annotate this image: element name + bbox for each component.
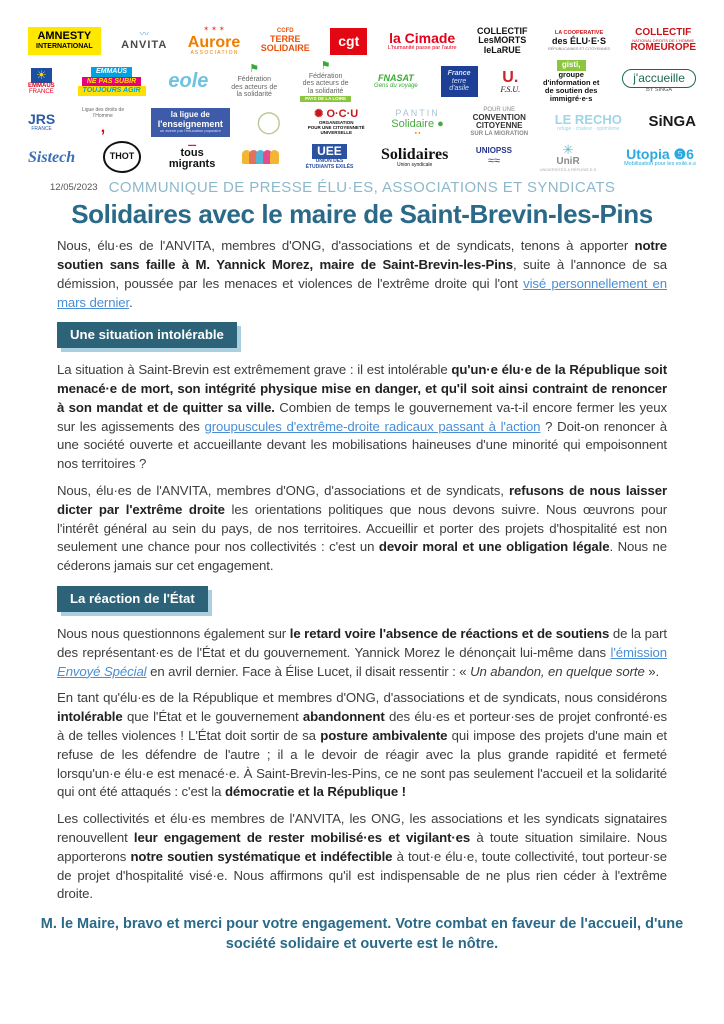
paragraph xyxy=(57,482,667,576)
emmaus-ne-pas-subir-logo: EMMAÜS NE PAS SUBIR TOUJOURS AGIR xyxy=(78,67,146,96)
uniopss-logo: UNIOPSS ≈≈ xyxy=(475,146,512,167)
collectif-romeurope-logo: COLLECTIF NATIONAL DROITS DE L'HOMME ROMEUROPE xyxy=(630,27,696,54)
utopia-56-logo: Utopia ❺6 Mobilisation pour les exilé.e.s xyxy=(624,145,696,167)
sistech-logo: Sistech xyxy=(28,148,76,166)
text-run: La situation à Saint-Brevin est extrêmement grave : il est intolérable xyxy=(57,362,452,378)
inline-link[interactable]: visé personnellement en mars dernier xyxy=(57,275,667,310)
text-run: ». xyxy=(644,663,660,679)
thot-logo: THOT xyxy=(103,141,142,173)
inline-link[interactable]: groupuscules d'extrême-droite radicaux passant à l'action xyxy=(204,418,541,434)
amnesty-international-logo: AMNESTY INTERNATIONAL xyxy=(28,27,101,54)
section-heading-row xyxy=(57,586,667,612)
anvita-logo: 〰 ANVITA xyxy=(121,29,168,52)
text-run: qu'un·e élu·e de la République soit menacé·e de mort, son intégrité physique mise en danger, et qu'il soit ainsi contraint de renoncer à son mandat et de quitter sa ville. xyxy=(57,362,667,415)
text-run: Nous, élu·es de l'ANVITA, membres d'ONG, d'associations et de syndicats, xyxy=(57,483,510,499)
text-run: Combien de temps le gouvernement va-t-il encore fermer les yeux sur les agissements des xyxy=(57,399,667,434)
section-heading-row xyxy=(57,322,667,348)
paragraph xyxy=(57,237,667,312)
document-body xyxy=(57,237,667,904)
logo-row xyxy=(28,26,696,56)
text-run: En tant qu'élu·es de la République et membres d'ONG, d'associations et de syndicats, nous considérons xyxy=(57,690,667,706)
la-ligue-de-l-enseignement-logo: la ligue de l'enseignement un avenir par l'éducation populaire xyxy=(151,108,230,137)
page-title: Solidaires avec le maire de Saint-Brevin-les-Pins xyxy=(71,199,653,230)
closing-statement: M. le Maire, bravo et merci pour votre engagement. Votre combat en faveur de l'accueil, d'une société solidaire et ouverte est le nôtre. xyxy=(40,916,684,953)
text-run: les orientations politiques que nous devons suivre. Nous œuvrons pour l'intérêt général au sein du pays, de nos territoires. Accueillir et porter des projets d'hospitalité est non seulement une chance pour nos collectivités : c'est un xyxy=(57,501,667,555)
text-run: posture ambivalente xyxy=(320,728,448,744)
date-label: 12/05/2023 xyxy=(50,182,98,194)
eole-logo: eole xyxy=(168,69,209,92)
text-run: notre soutien sans faille à M. Yannick Morez, maire de Saint-Brevin-les-Pins xyxy=(57,238,667,272)
fsu-logo: U. F.S.U. xyxy=(500,68,521,95)
la-cooperative-des-elues-logo: LA COOPERATIVE des ÉLU·E·S RÉPUBLICAINES ET CITOYENNES xyxy=(548,30,610,51)
aurore-association-logo: ✶ ✶ ✶ Aurore A S S O C I A T I O N xyxy=(187,26,241,56)
text-run: de la part des représentant·es de l'État et du gouvernement. Yannick Morez le dénonçait lui-même dans xyxy=(57,626,667,660)
profile-heads-logo xyxy=(243,150,278,164)
ocu-logo: ✺ O·C·U ORGANISATION POUR UNE CITOYENNETÉ UNIVERSELLE xyxy=(307,108,365,135)
pantin-solidaire-logo: PANTIN Solidaire ● ● ● xyxy=(391,108,444,135)
logo-row xyxy=(28,141,696,173)
ccfd-terre-solidaire-logo: CCFD TERRE SOLIDAIRE xyxy=(260,28,310,54)
text-run: qui impose des projets d'une main et refuse de les défendre de l'autre ; il a le devoir de réagir avec la plus grande rapidité et fermeté lorsqu'un·e élu·e est menacé·e. À Saint-Brevin-les-Pins, ce ne sont pas seulement l'accueil et la solidarité qui ont été attaqués : c'est la xyxy=(57,728,667,800)
gisti-logo: gisti, groupe d'information et de soutien des immigré·e·s xyxy=(542,60,600,104)
federation-acteurs-solidarite-pays-de-la-loire-logo: ⚑ Fédération des acteurs de la solidarité PAYS DE LA LOIRE xyxy=(300,61,351,102)
text-run: notre soutien systématique et indéfectible xyxy=(130,848,393,864)
emmaus-france-logo: ☀ EMMAÜS FRANCE xyxy=(28,67,55,96)
tous-migrants-logo: ▬▬ tous migrants xyxy=(168,142,216,171)
text-run: ? Doit-on renoncer à une société ouverte et accueillante devant les mobilisations haineuses d'une minorité qui empoisonnent nos territoires ? xyxy=(57,418,667,472)
le-recho-logo: LE RECHO refuge · chaleur · optimisme xyxy=(554,111,622,132)
singa-logo: SiNGA xyxy=(648,113,696,131)
text-run: Nous nous questionnons également sur xyxy=(57,626,290,642)
logo-row xyxy=(28,60,696,103)
uee-union-des-etudiants-exiles-logo: UEE UNION DES ÉTUDIANTS EXILÉS xyxy=(305,144,354,170)
unir-universites-refugies-logo: ✳ UniR UNIVERSITÉS & RÉFUGIÉ.E.S xyxy=(539,141,597,172)
text-run: . Nous ne céderons jamais sur cet engagement. xyxy=(57,539,667,574)
convention-citoyenne-migration-logo: POUR UNE CONVENTION CITOYENNE SUR LA MIGRATION xyxy=(470,107,529,137)
text-run: devoir moral et une obligation légale xyxy=(378,539,610,555)
solidaires-logo: Solidaires Union syndicale xyxy=(381,145,449,169)
text-run: démocratie et la République ! xyxy=(224,784,406,800)
text-run: Les collectivités et élu·es membres de l'ANVITA, les ONG, les associations et les syndicats signataires renouvellent xyxy=(57,811,667,846)
inline-link[interactable]: l'émission xyxy=(610,644,667,660)
jrs-france-logo: JRS FRANCE xyxy=(28,111,56,133)
ligue-des-droits-de-l-homme-logo: Ligue des droits de l'Homme , xyxy=(81,107,125,137)
text-run: intolérable xyxy=(57,709,123,725)
text-run: refusons de nous laisser dicter par l'extrême droite xyxy=(57,483,667,517)
federation-acteurs-solidarite-logo: ⚑ Fédération des acteurs de la solidarité xyxy=(231,63,278,99)
fnasat-gens-du-voyage-logo: FNASAT Gens du voyage xyxy=(374,72,418,90)
logo-banner xyxy=(0,0,724,177)
la-cimade-logo: la Cimade L'humanité passe par l'autre xyxy=(387,29,457,51)
text-run: des élu·es et porteur·ses de projet confronté·es à de telles violences ! L'État doit sortir de sa xyxy=(57,709,667,744)
paragraph xyxy=(57,625,667,681)
paragraph xyxy=(57,361,667,474)
paragraph xyxy=(57,810,667,904)
circular-emblem-logo: ◯ xyxy=(256,109,282,135)
inline-link[interactable]: Envoyé Spécial xyxy=(57,663,147,679)
head-shape xyxy=(270,150,279,164)
text-run: à toute situation similaire. Nous apporterons xyxy=(57,830,667,864)
document-header xyxy=(0,179,724,230)
text-run: en avril dernier. Face à Élise Lucet, il disait ressentir : « xyxy=(146,663,471,679)
text-run: , suite à l'annonce de sa démission, poussée par les menaces et violences de l'extrême droite qui l'ont xyxy=(57,256,667,291)
section-heading: La réaction de l'État xyxy=(57,586,208,612)
collectif-les-morts-de-la-rue-logo: COLLECTIF LesMORTS leLaRUE xyxy=(477,25,528,55)
text-run: que l'État et le gouvernement xyxy=(122,709,303,725)
text-run: Nous, élu·es de l'ANVITA, membres d'ONG, d'associations et de syndicats, tenons à apporter xyxy=(57,238,635,254)
france-terre-asile-logo: France terre d'asile xyxy=(441,66,478,97)
kicker: COMMUNIQUE DE PRESSE ÉLU·ES, ASSOCIATIONS ET SYNDICATS xyxy=(108,179,616,197)
text-run: leur engagement de rester mobilisé·es et vigilant·es xyxy=(133,830,471,846)
text-run: abandonnent xyxy=(302,709,385,725)
text-run: le retard voire l'absence de réactions et de soutiens xyxy=(289,626,610,642)
logo-row xyxy=(28,107,696,137)
text-run: à tout·e élu·e, toute collectivité, tout porteur·se de projet d'hospitalité visé·e. Nous affirmons qu'il est indispensable de ne plus rien céder à l'extrême droite. xyxy=(57,848,667,902)
jaccueille-by-singa-logo: j'accueille BY SINGA xyxy=(622,69,696,94)
text-run: Un abandon, en quelque sorte xyxy=(470,663,645,679)
cgt-logo: cgt xyxy=(330,28,367,55)
text-run: . xyxy=(129,294,133,310)
paragraph xyxy=(57,689,667,802)
section-heading: Une situation intolérable xyxy=(57,322,237,348)
